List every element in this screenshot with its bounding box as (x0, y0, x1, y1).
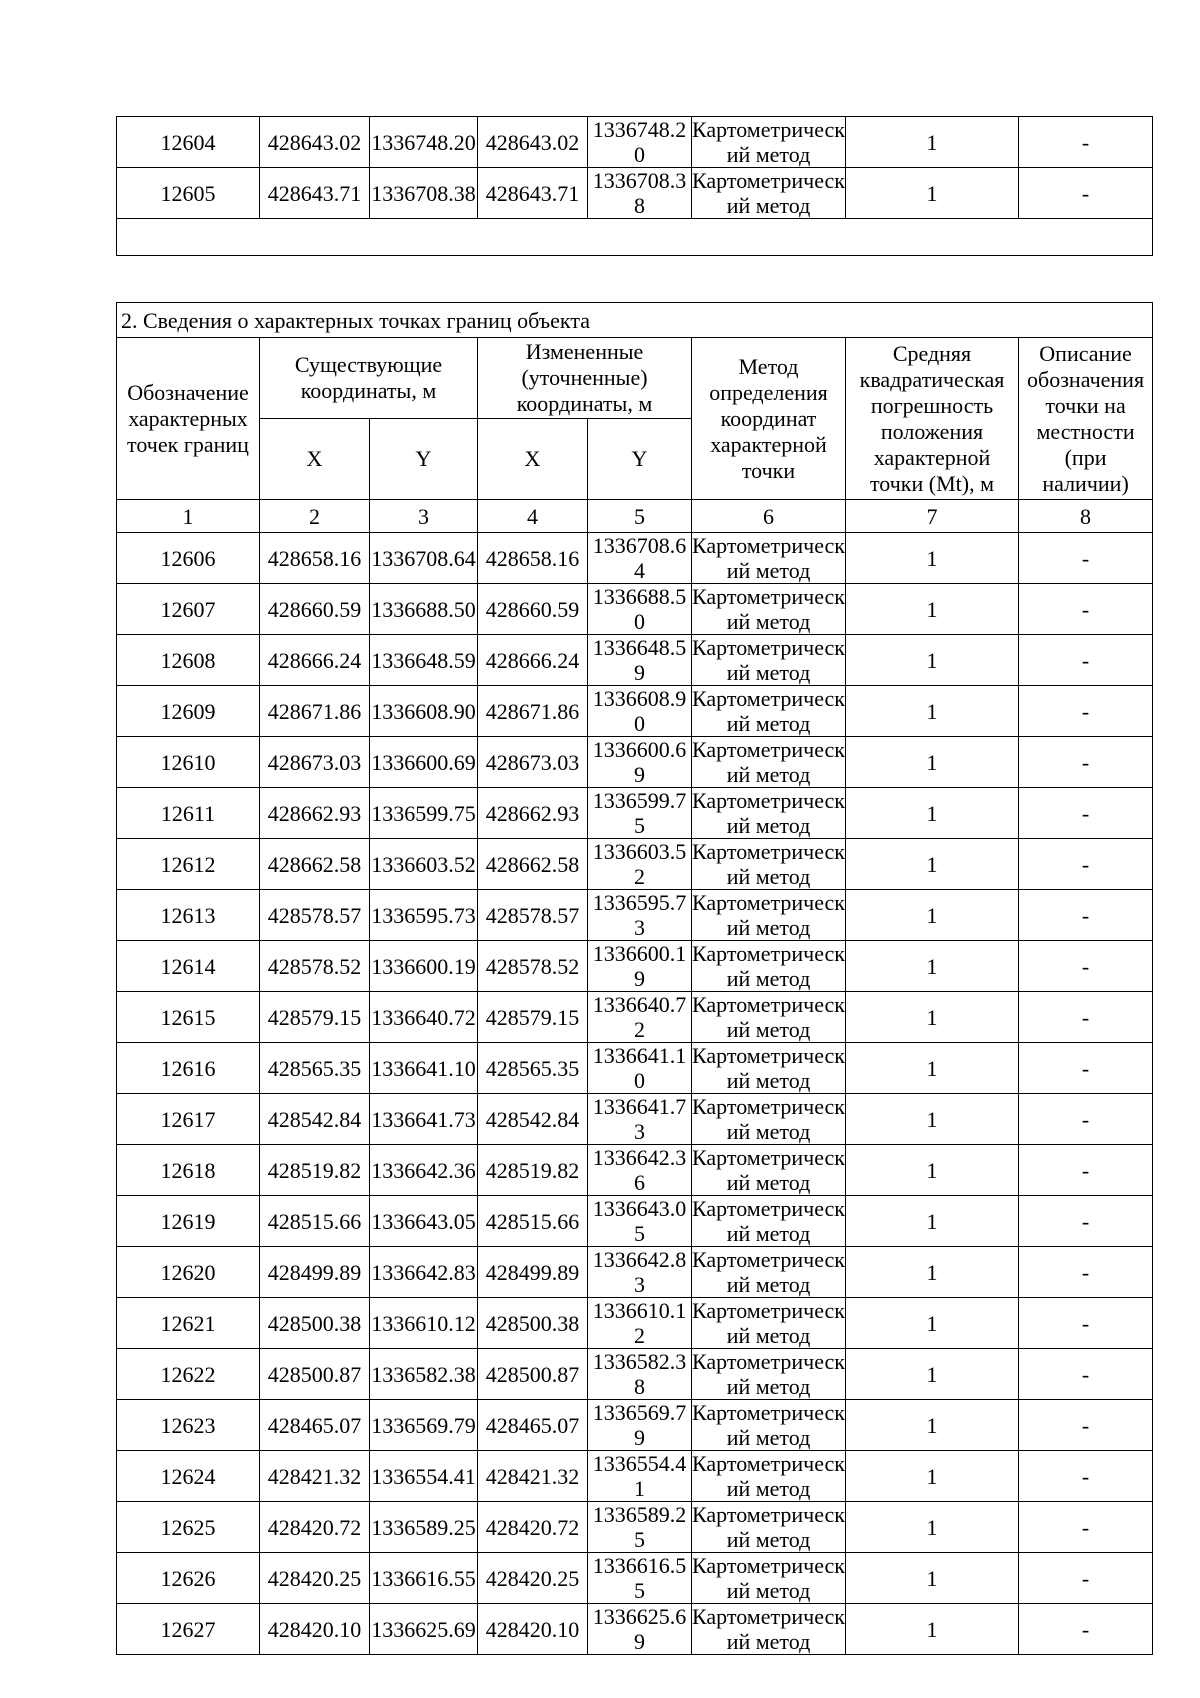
section-title: 2. Сведения о характерных точках границ объекта (117, 303, 1153, 338)
column-number: 1 (117, 500, 260, 533)
column-number: 3 (370, 500, 478, 533)
x-existing-cell: 428673.03 (260, 737, 370, 788)
x-existing-cell: 428666.24 (260, 635, 370, 686)
y-existing-cell: 1336748.20 (370, 117, 478, 168)
description-cell: - (1019, 584, 1153, 635)
top-table-continuation (116, 116, 1153, 256)
table-row (117, 1145, 1153, 1196)
table-row (117, 1349, 1153, 1400)
x-changed-cell: 428579.15 (478, 992, 588, 1043)
x-changed-cell: 428643.02 (478, 117, 588, 168)
y-changed-cell: 1336600.19 (588, 941, 692, 992)
description-cell: - (1019, 788, 1153, 839)
x-changed-cell: 428542.84 (478, 1094, 588, 1145)
description-cell: - (1019, 1145, 1153, 1196)
description-cell: - (1019, 1247, 1153, 1298)
error-cell: 1 (846, 1094, 1019, 1145)
y-existing-cell: 1336608.90 (370, 686, 478, 737)
table-row (117, 533, 1153, 584)
point-id-cell: 12624 (117, 1451, 260, 1502)
error-cell: 1 (846, 1196, 1019, 1247)
point-id-cell: 12608 (117, 635, 260, 686)
error-cell: 1 (846, 788, 1019, 839)
y-existing-cell: 1336616.55 (370, 1553, 478, 1604)
method-cell: Картометрический метод (692, 992, 845, 1042)
point-id-cell: 12610 (117, 737, 260, 788)
error-cell: 1 (846, 1145, 1019, 1196)
point-id-cell: 12617 (117, 1094, 260, 1145)
error-cell: 1 (846, 1400, 1019, 1451)
header-designation: Обозначение характерных точек границ (117, 338, 260, 500)
section-title-row (117, 303, 1153, 338)
description-cell: - (1019, 992, 1153, 1043)
description-cell: - (1019, 1196, 1153, 1247)
table-row (117, 584, 1153, 635)
x-existing-cell: 428662.93 (260, 788, 370, 839)
method-cell: Картометрический метод (692, 1043, 845, 1093)
x-existing-cell: 428499.89 (260, 1247, 370, 1298)
y-existing-cell: 1336603.52 (370, 839, 478, 890)
x-changed-cell: 428666.24 (478, 635, 588, 686)
table-row (117, 839, 1153, 890)
error-cell: 1 (846, 941, 1019, 992)
table-row (117, 788, 1153, 839)
y-existing-cell: 1336642.83 (370, 1247, 478, 1298)
point-id-cell: 12620 (117, 1247, 260, 1298)
x-existing-cell: 428465.07 (260, 1400, 370, 1451)
column-number: 6 (692, 500, 846, 533)
column-numbers-row (117, 500, 1153, 533)
point-id-cell: 12626 (117, 1553, 260, 1604)
x-changed-cell: 428420.25 (478, 1553, 588, 1604)
point-id-cell: 12618 (117, 1145, 260, 1196)
method-cell: Картометрический метод (692, 1604, 845, 1654)
error-cell: 1 (846, 1553, 1019, 1604)
description-cell: - (1019, 1553, 1153, 1604)
x-existing-cell: 428500.38 (260, 1298, 370, 1349)
description-cell: - (1019, 1400, 1153, 1451)
y-existing-cell: 1336625.69 (370, 1604, 478, 1655)
method-cell: Картометрический метод (692, 533, 845, 583)
point-id-cell: 12612 (117, 839, 260, 890)
error-cell: 1 (846, 635, 1019, 686)
description-cell: - (1019, 117, 1153, 168)
empty-footer-row (117, 219, 1153, 256)
header-method: Метод определения координат характерной точки (692, 338, 846, 500)
error-cell: 1 (846, 584, 1019, 635)
table-row (117, 737, 1153, 788)
table-row (117, 890, 1153, 941)
method-cell: Картометрический метод (692, 1094, 845, 1144)
x-existing-cell: 428515.66 (260, 1196, 370, 1247)
description-cell: - (1019, 168, 1153, 219)
error-cell: 1 (846, 1247, 1019, 1298)
x-changed-cell: 428420.72 (478, 1502, 588, 1553)
point-id-cell: 12615 (117, 992, 260, 1043)
y-existing-cell: 1336595.73 (370, 890, 478, 941)
x-existing-cell: 428579.15 (260, 992, 370, 1043)
method-cell: Картометрический метод (692, 1349, 845, 1399)
x-existing-cell: 428565.35 (260, 1043, 370, 1094)
error-cell: 1 (846, 1502, 1019, 1553)
column-number: 5 (588, 500, 692, 533)
table-row (117, 686, 1153, 737)
method-cell: Картометрический метод (692, 686, 845, 736)
point-id-cell: 12609 (117, 686, 260, 737)
y-changed-cell: 1336554.41 (588, 1451, 692, 1502)
column-number: 7 (846, 500, 1019, 533)
table-row (117, 635, 1153, 686)
point-id-cell: 12622 (117, 1349, 260, 1400)
description-cell: - (1019, 1502, 1153, 1553)
y-changed-cell: 1336708.38 (588, 168, 692, 219)
column-number: 2 (260, 500, 370, 533)
y-changed-cell: 1336610.12 (588, 1298, 692, 1349)
method-cell: Картометрический метод (692, 788, 845, 838)
y-existing-cell: 1336643.05 (370, 1196, 478, 1247)
point-id-cell: 12619 (117, 1196, 260, 1247)
method-cell: Картометрический метод (692, 1196, 845, 1246)
y-changed-cell: 1336616.55 (588, 1553, 692, 1604)
x-changed-cell: 428662.58 (478, 839, 588, 890)
error-cell: 1 (846, 1604, 1019, 1655)
table-row (117, 1043, 1153, 1094)
y-changed-cell: 1336642.36 (588, 1145, 692, 1196)
boundary-points-table (116, 302, 1153, 1655)
table-row (117, 1502, 1153, 1553)
column-number: 8 (1019, 500, 1153, 533)
error-cell: 1 (846, 839, 1019, 890)
y-changed-cell: 1336603.52 (588, 839, 692, 890)
method-cell: Картометрический метод (692, 117, 845, 167)
description-cell: - (1019, 1604, 1153, 1655)
x-existing-cell: 428671.86 (260, 686, 370, 737)
point-id-cell: 12623 (117, 1400, 260, 1451)
table-row (117, 1094, 1153, 1145)
y-existing-cell: 1336569.79 (370, 1400, 478, 1451)
y-changed-cell: 1336748.20 (588, 117, 692, 168)
x-existing-cell: 428500.87 (260, 1349, 370, 1400)
point-id-cell: 12613 (117, 890, 260, 941)
y-changed-cell: 1336708.64 (588, 533, 692, 584)
y-changed-cell: 1336642.83 (588, 1247, 692, 1298)
description-cell: - (1019, 1451, 1153, 1502)
y-existing-cell: 1336554.41 (370, 1451, 478, 1502)
description-cell: - (1019, 635, 1153, 686)
y-changed-cell: 1336643.05 (588, 1196, 692, 1247)
method-cell: Картометрический метод (692, 168, 845, 218)
method-cell: Картометрический метод (692, 890, 845, 940)
description-cell: - (1019, 533, 1153, 584)
point-id-cell: 12616 (117, 1043, 260, 1094)
method-cell: Картометрический метод (692, 737, 845, 787)
point-id-cell: 12607 (117, 584, 260, 635)
x-changed-cell: 428515.66 (478, 1196, 588, 1247)
x-changed-cell: 428465.07 (478, 1400, 588, 1451)
header-description: Описание обозначения точки на местности (при наличии) (1019, 338, 1153, 500)
y-changed-cell: 1336641.73 (588, 1094, 692, 1145)
x-changed-cell: 428500.38 (478, 1298, 588, 1349)
x-existing-cell: 428542.84 (260, 1094, 370, 1145)
header-x-existing: X (260, 419, 370, 500)
x-changed-cell: 428500.87 (478, 1349, 588, 1400)
header-x-changed: X (478, 419, 588, 500)
x-changed-cell: 428519.82 (478, 1145, 588, 1196)
y-existing-cell: 1336648.59 (370, 635, 478, 686)
table-row (117, 1553, 1153, 1604)
error-cell: 1 (846, 1451, 1019, 1502)
table-row (117, 1196, 1153, 1247)
x-existing-cell: 428420.25 (260, 1553, 370, 1604)
description-cell: - (1019, 839, 1153, 890)
table-row (117, 1247, 1153, 1298)
x-changed-cell: 428499.89 (478, 1247, 588, 1298)
y-changed-cell: 1336688.50 (588, 584, 692, 635)
description-cell: - (1019, 1298, 1153, 1349)
y-changed-cell: 1336589.25 (588, 1502, 692, 1553)
column-number: 4 (478, 500, 588, 533)
x-existing-cell: 428658.16 (260, 533, 370, 584)
y-changed-cell: 1336582.38 (588, 1349, 692, 1400)
method-cell: Картометрический метод (692, 584, 845, 634)
header-row (117, 338, 1153, 419)
x-changed-cell: 428578.52 (478, 941, 588, 992)
x-existing-cell: 428421.32 (260, 1451, 370, 1502)
y-changed-cell: 1336599.75 (588, 788, 692, 839)
x-existing-cell: 428578.52 (260, 941, 370, 992)
error-cell: 1 (846, 1298, 1019, 1349)
error-cell: 1 (846, 737, 1019, 788)
x-changed-cell: 428662.93 (478, 788, 588, 839)
y-existing-cell: 1336641.73 (370, 1094, 478, 1145)
table-row (117, 1298, 1153, 1349)
method-cell: Картометрический метод (692, 1553, 845, 1603)
x-changed-cell: 428660.59 (478, 584, 588, 635)
x-changed-cell: 428658.16 (478, 533, 588, 584)
error-cell: 1 (846, 117, 1019, 168)
point-id-cell: 12621 (117, 1298, 260, 1349)
x-changed-cell: 428643.71 (478, 168, 588, 219)
x-changed-cell: 428578.57 (478, 890, 588, 941)
y-existing-cell: 1336600.69 (370, 737, 478, 788)
method-cell: Картометрический метод (692, 941, 845, 991)
table-row (117, 992, 1153, 1043)
x-existing-cell: 428519.82 (260, 1145, 370, 1196)
description-cell: - (1019, 1349, 1153, 1400)
header-y-existing: Y (370, 419, 478, 500)
method-cell: Картометрический метод (692, 635, 845, 685)
x-existing-cell: 428578.57 (260, 890, 370, 941)
table-row (117, 1400, 1153, 1451)
description-cell: - (1019, 890, 1153, 941)
method-cell: Картометрический метод (692, 839, 845, 889)
error-cell: 1 (846, 890, 1019, 941)
error-cell: 1 (846, 1043, 1019, 1094)
y-changed-cell: 1336640.72 (588, 992, 692, 1043)
x-changed-cell: 428565.35 (478, 1043, 588, 1094)
y-changed-cell: 1336608.90 (588, 686, 692, 737)
method-cell: Картометрический метод (692, 1400, 845, 1450)
x-existing-cell: 428643.71 (260, 168, 370, 219)
method-cell: Картометрический метод (692, 1451, 845, 1501)
y-changed-cell: 1336641.10 (588, 1043, 692, 1094)
header-y-changed: Y (588, 419, 692, 500)
point-id-cell: 12627 (117, 1604, 260, 1655)
x-existing-cell: 428420.72 (260, 1502, 370, 1553)
point-id-cell: 12614 (117, 941, 260, 992)
y-changed-cell: 1336569.79 (588, 1400, 692, 1451)
x-existing-cell: 428662.58 (260, 839, 370, 890)
point-id-cell: 12605 (117, 168, 260, 219)
y-existing-cell: 1336589.25 (370, 1502, 478, 1553)
error-cell: 1 (846, 168, 1019, 219)
method-cell: Картометрический метод (692, 1145, 845, 1195)
y-existing-cell: 1336708.64 (370, 533, 478, 584)
y-changed-cell: 1336648.59 (588, 635, 692, 686)
x-changed-cell: 428420.10 (478, 1604, 588, 1655)
point-id-cell: 12611 (117, 788, 260, 839)
error-cell: 1 (846, 1349, 1019, 1400)
method-cell: Картометрический метод (692, 1502, 845, 1552)
y-existing-cell: 1336599.75 (370, 788, 478, 839)
point-id-cell: 12625 (117, 1502, 260, 1553)
table-row (117, 117, 1153, 168)
header-existing-coords: Существующие координаты, м (260, 338, 478, 419)
x-changed-cell: 428421.32 (478, 1451, 588, 1502)
table-row (117, 1451, 1153, 1502)
x-changed-cell: 428673.03 (478, 737, 588, 788)
y-existing-cell: 1336600.19 (370, 941, 478, 992)
x-changed-cell: 428671.86 (478, 686, 588, 737)
y-changed-cell: 1336600.69 (588, 737, 692, 788)
error-cell: 1 (846, 533, 1019, 584)
y-changed-cell: 1336625.69 (588, 1604, 692, 1655)
y-changed-cell: 1336595.73 (588, 890, 692, 941)
table-row (117, 1604, 1153, 1655)
y-existing-cell: 1336641.10 (370, 1043, 478, 1094)
description-cell: - (1019, 1043, 1153, 1094)
description-cell: - (1019, 1094, 1153, 1145)
error-cell: 1 (846, 992, 1019, 1043)
header-changed-coords: Измененные (уточненные) координаты, м (478, 338, 692, 419)
y-existing-cell: 1336688.50 (370, 584, 478, 635)
y-existing-cell: 1336582.38 (370, 1349, 478, 1400)
point-id-cell: 12606 (117, 533, 260, 584)
description-cell: - (1019, 737, 1153, 788)
description-cell: - (1019, 941, 1153, 992)
point-id-cell: 12604 (117, 117, 260, 168)
description-cell: - (1019, 686, 1153, 737)
y-existing-cell: 1336640.72 (370, 992, 478, 1043)
method-cell: Картометрический метод (692, 1247, 845, 1297)
x-existing-cell: 428420.10 (260, 1604, 370, 1655)
x-existing-cell: 428660.59 (260, 584, 370, 635)
y-existing-cell: 1336610.12 (370, 1298, 478, 1349)
y-existing-cell: 1336708.38 (370, 168, 478, 219)
method-cell: Картометрический метод (692, 1298, 845, 1348)
error-cell: 1 (846, 686, 1019, 737)
y-existing-cell: 1336642.36 (370, 1145, 478, 1196)
x-existing-cell: 428643.02 (260, 117, 370, 168)
header-error: Средняя квадратическая погрешность положения характерной точки (Mt), м (846, 338, 1019, 500)
table-row (117, 168, 1153, 219)
table-row (117, 941, 1153, 992)
